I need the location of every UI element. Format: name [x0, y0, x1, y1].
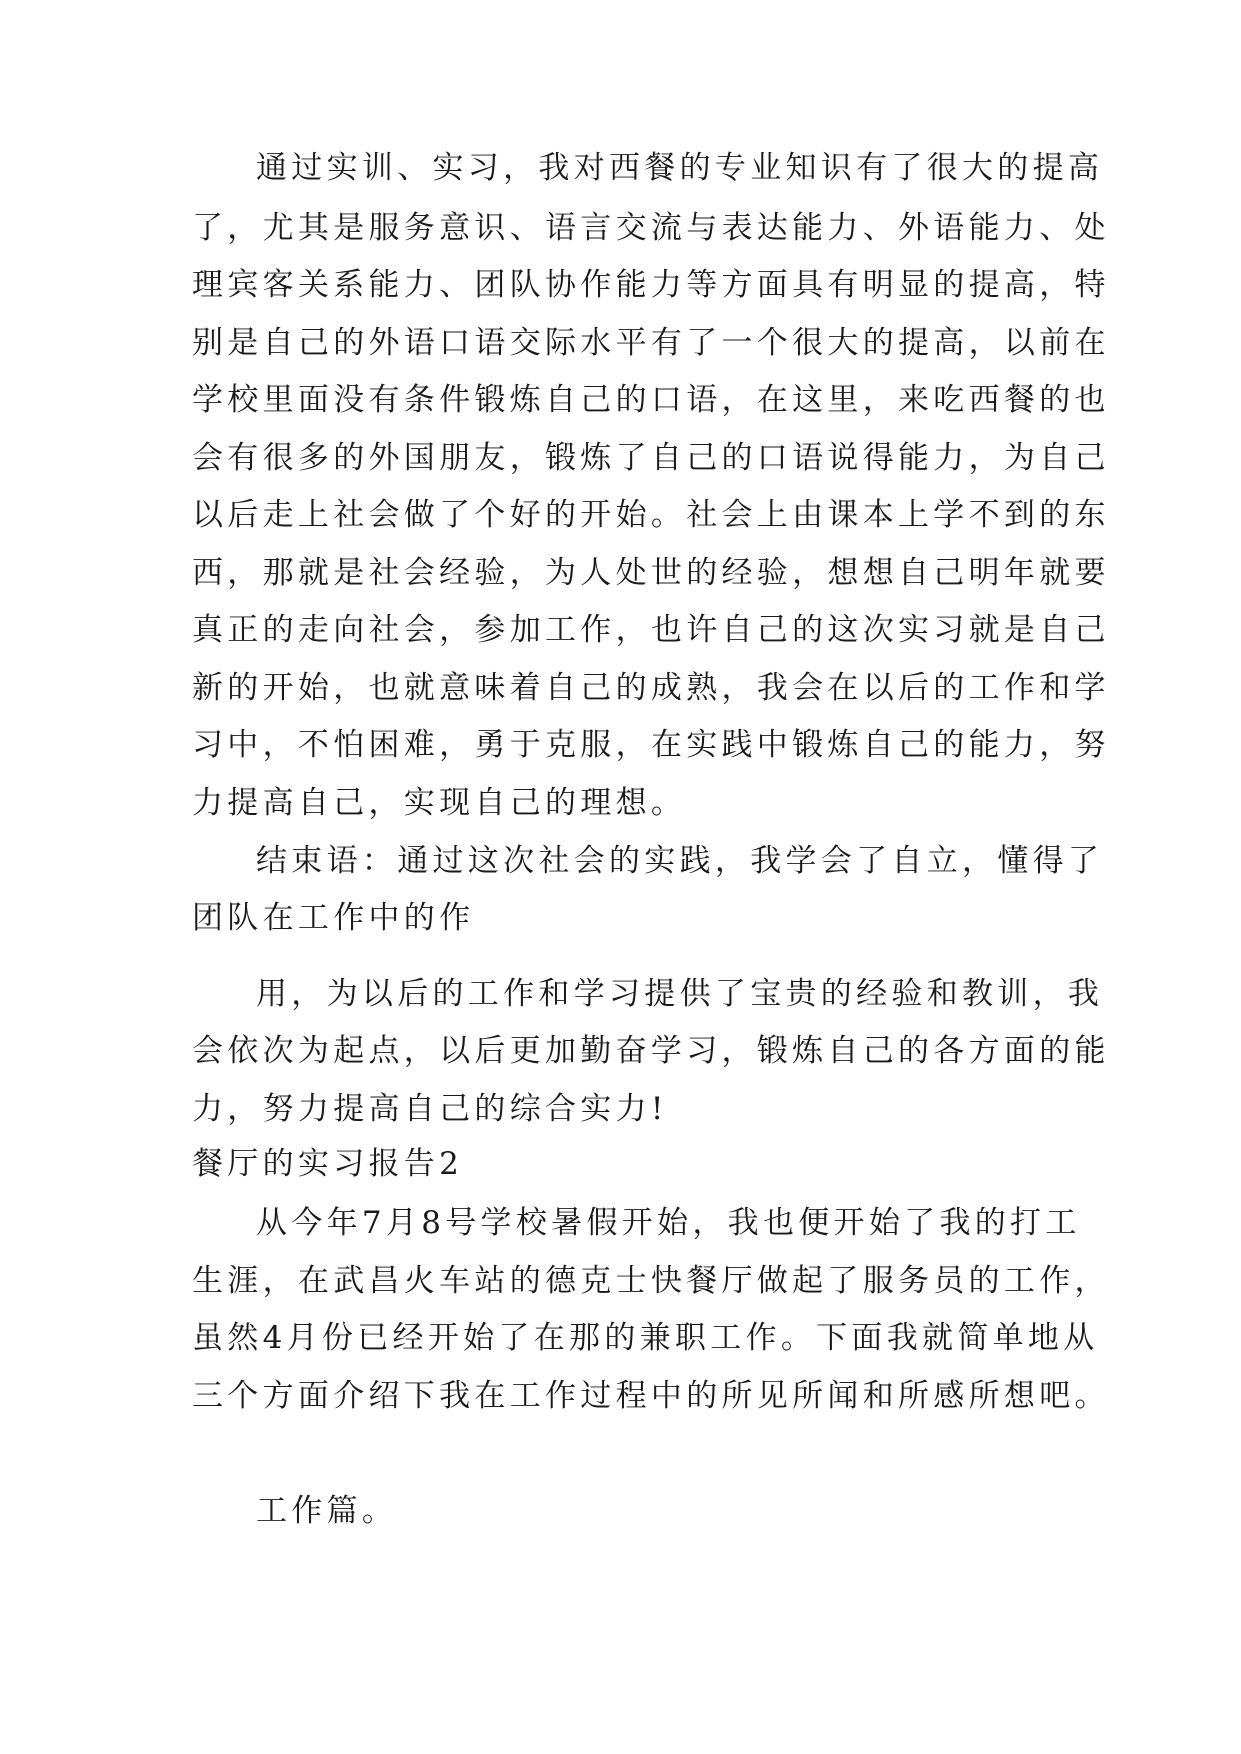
text-line: 三个方面介绍下我在工作过程中的所见所闻和所感所想吧。: [192, 1378, 1110, 1414]
text-line: 真正的走向社会，参加工作，也许自己的这次实习就是自己: [192, 612, 1110, 648]
text-line: 习中，不怕困难，勇于克服，在实践中锻炼自己的能力，努: [192, 727, 1110, 763]
text-line: 团队在工作中的作: [192, 900, 475, 936]
text-line: 西，那就是社会经验，为人处世的经验，想想自己明年就要: [192, 555, 1110, 591]
text-line: 学校里面没有条件锻炼自己的口语，在这里，来吃西餐的也: [192, 382, 1110, 418]
text-line: 工作篇。: [256, 1493, 398, 1529]
text-line: 从今年7月8号学校暑假开始，我也便开始了我的打工: [256, 1205, 1081, 1241]
section-heading: 餐厅的实习报告2: [192, 1146, 464, 1182]
text-line: 会依次为起点，以后更加勤奋学习，锻炼自己的各方面的能: [192, 1033, 1110, 1069]
text-line: 会有很多的外国朋友，锻炼了自己的口语说得能力，为自己: [192, 440, 1110, 476]
text-line: 力提高自己，实现自己的理想。: [192, 785, 687, 821]
text-line: 通过实训、实习，我对西餐的专业知识有了很大的提高: [256, 150, 1104, 186]
text-line: 别是自己的外语口语交际水平有了一个很大的提高，以前在: [192, 325, 1110, 361]
text-line: 虽然4月份已经开始了在那的兼职工作。下面我就简单地从: [192, 1320, 1099, 1356]
text-line: 新的开始，也就意味着自己的成熟，我会在以后的工作和学: [192, 670, 1110, 706]
text-line: 了，尤其是服务意识、语言交流与表达能力、外语能力、处: [192, 210, 1110, 246]
text-line: 生涯，在武昌火车站的德克士快餐厅做起了服务员的工作，: [192, 1263, 1110, 1299]
text-line: 以后走上社会做了个好的开始。社会上由课本上学不到的东: [192, 497, 1110, 533]
text-line: 用，为以后的工作和学习提供了宝贵的经验和教训，我: [256, 976, 1104, 1012]
text-line: 力，努力提高自己的综合实力!: [192, 1091, 668, 1127]
text-line: 理宾客关系能力、团队协作能力等方面具有明显的提高，特: [192, 267, 1110, 303]
text-line: 结束语：通过这次社会的实践，我学会了自立，懂得了: [256, 843, 1104, 879]
